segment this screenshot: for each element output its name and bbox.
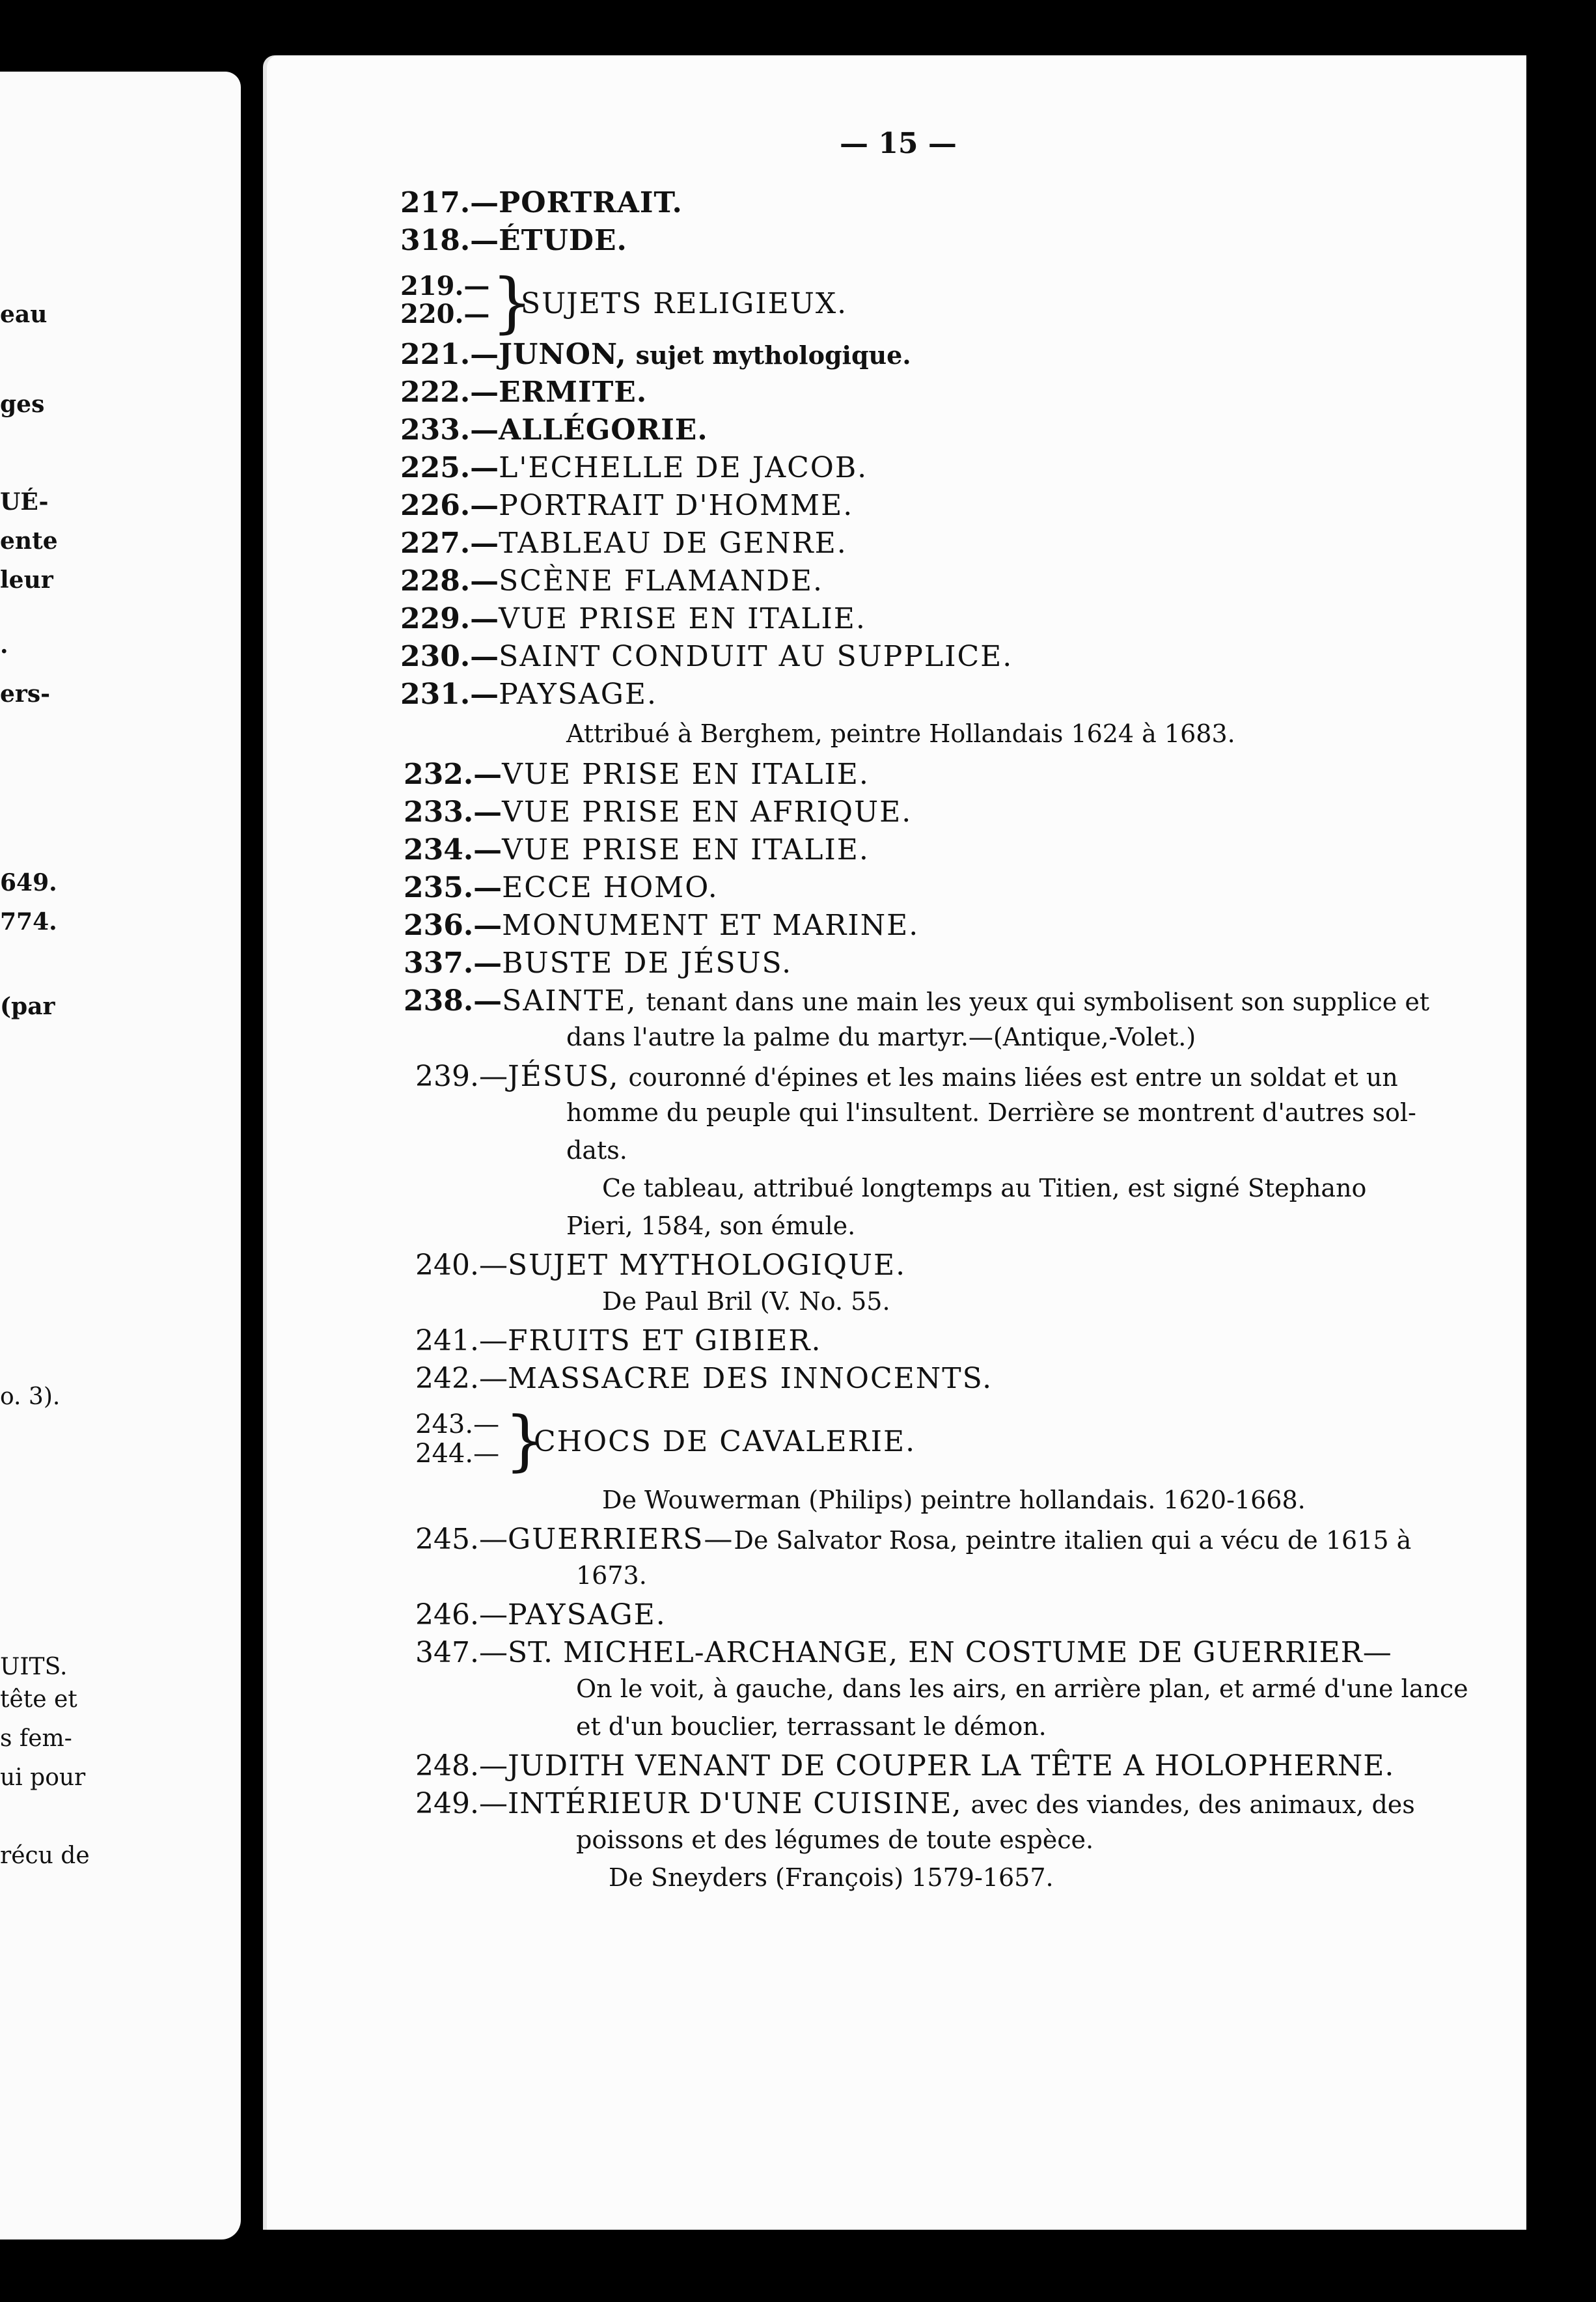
entry-title: SUJETS RELIGIEUX. xyxy=(521,287,848,320)
entry-description: tenant dans une main les yeux qui symbolisent son supplice et xyxy=(646,988,1430,1016)
entry-note: De Sneyders (François) 1579-1657. xyxy=(609,1863,1054,1892)
left-fragment: récu de xyxy=(0,1842,90,1869)
catalog-entry xyxy=(415,1636,1392,1669)
entry-number: 226.— xyxy=(400,489,499,522)
entry-continuation: poissons et des légumes de toute espèce. xyxy=(576,1825,1094,1854)
catalog-entry xyxy=(415,1525,1411,1554)
entry-title: TABLEAU DE GENRE. xyxy=(499,527,847,560)
catalog-entry xyxy=(404,871,719,904)
entry-continuation: On le voit, à gauche, dans les airs, en arrière plan, et armé d'une lance xyxy=(576,1674,1468,1703)
catalog-entry xyxy=(404,911,919,940)
entry-title: VUE PRISE EN ITALIE. xyxy=(502,758,870,791)
left-fragment: ui pour xyxy=(0,1764,86,1791)
entry-title: ERMITE. xyxy=(499,376,648,409)
entry-number: 236.— xyxy=(404,909,502,942)
entry-number: 242.— xyxy=(415,1362,508,1395)
entry-title: FRUITS ET GIBIER. xyxy=(507,1324,822,1357)
catalog-entry xyxy=(400,224,627,257)
entry-note: Ce tableau, attribué longtemps au Titien, est signé Stephano xyxy=(602,1174,1367,1202)
catalog-entry xyxy=(400,564,823,598)
catalog-entry xyxy=(404,760,870,789)
catalog-entry xyxy=(400,680,657,709)
entry-title: SAINT CONDUIT AU SUPPLICE. xyxy=(499,640,1013,673)
catalog-entry xyxy=(400,413,708,447)
left-fragment: s fem- xyxy=(0,1725,72,1752)
entry-continuation: dans l'autre la palme du martyr.—(Antique,-Volet.) xyxy=(566,1023,1196,1051)
catalog-entry xyxy=(400,340,911,369)
entry-number: 248.— xyxy=(415,1749,508,1782)
catalog-entry xyxy=(400,529,847,558)
left-fragment: ente xyxy=(0,527,58,555)
entry-number: 234.— xyxy=(404,833,502,867)
entry-title: L'ECHELLE DE JACOB. xyxy=(499,451,868,484)
entry-title: SAINTE, xyxy=(502,984,637,1018)
entry-title: INTÉRIEUR D'UNE CUISINE, xyxy=(507,1787,962,1820)
entry-number: 222.— xyxy=(400,376,499,409)
catalog-entry xyxy=(404,833,870,867)
entry-title: JÉSUS, xyxy=(507,1060,620,1093)
entry-title: SUJET MYTHOLOGIQUE. xyxy=(507,1249,907,1282)
left-fragment: UITS. xyxy=(0,1654,68,1680)
left-fragment: (par xyxy=(0,993,55,1020)
entry-title: JUDITH VENANT DE COUPER LA TÊTE A HOLOPHERNE. xyxy=(507,1749,1395,1782)
entry-number: 232.— xyxy=(404,758,502,791)
left-fragment: ges xyxy=(0,391,45,418)
entry-description: couronné d'épines et les mains liées est entre un soldat et un xyxy=(628,1063,1398,1092)
entry-continuation: homme du peuple qui l'insultent. Derrière se montrent d'autres sol- xyxy=(566,1098,1416,1127)
entry-number: 227.— xyxy=(400,527,499,560)
left-fragment: tête et xyxy=(0,1686,77,1713)
entry-number: 249.— xyxy=(415,1787,508,1820)
entry-title: ECCE HOMO. xyxy=(502,871,719,904)
entry-number: 217.— xyxy=(400,186,499,219)
page-number: — 15 — xyxy=(840,127,957,160)
entry-title: MONUMENT ET MARINE. xyxy=(502,909,920,942)
entry-number: 243.— xyxy=(415,1409,500,1439)
left-page-fragment xyxy=(0,72,241,2240)
entry-title: ALLÉGORIE. xyxy=(499,413,708,447)
entry-number: 347.— xyxy=(415,1636,508,1669)
entry-number: 238.— xyxy=(404,984,502,1018)
catalog-entry xyxy=(415,1362,993,1395)
entry-number: 337.— xyxy=(404,947,502,980)
catalog-entry xyxy=(400,602,866,635)
entry-number: 318.— xyxy=(400,224,499,257)
entry-title: MASSACRE DES INNOCENTS. xyxy=(507,1362,993,1395)
entry-number: 219.— xyxy=(400,271,490,301)
entry-continuation: 1673. xyxy=(576,1561,647,1590)
entry-title: VUE PRISE EN ITALIE. xyxy=(499,602,866,635)
entry-title: VUE PRISE EN ITALIE. xyxy=(502,833,870,867)
catalog-entry xyxy=(400,378,647,407)
entry-description: De Salvator Rosa, peintre italien qui a vécu de 1615 à xyxy=(734,1526,1412,1555)
entry-number: 233.— xyxy=(404,796,502,829)
left-fragment: UÉ- xyxy=(0,488,49,516)
entry-title: BUSTE DE JÉSUS. xyxy=(502,947,793,980)
entry-continuation: dats. xyxy=(566,1136,627,1165)
catalog-entry xyxy=(415,1324,822,1357)
catalog-entry xyxy=(400,451,868,484)
left-fragment: leur xyxy=(0,566,53,594)
entry-note: De Wouwerman (Philips) peintre hollandais. 1620-1668. xyxy=(602,1486,1306,1514)
catalog-entry xyxy=(404,984,1430,1018)
entry-title: PAYSAGE. xyxy=(499,678,657,711)
catalog-entry xyxy=(404,798,912,827)
brace-icon: } xyxy=(491,264,533,340)
catalog-entry xyxy=(415,1787,1415,1820)
left-fragment: ers- xyxy=(0,680,51,708)
entry-title: CHOCS DE CAVALERIE. xyxy=(534,1425,916,1458)
entry-number: 239.— xyxy=(415,1060,508,1093)
entry-continuation: et d'un bouclier, terrassant le démon. xyxy=(576,1712,1047,1741)
entry-note: Pieri, 1584, son émule. xyxy=(566,1212,856,1240)
catalog-entry xyxy=(400,186,683,219)
entry-number: 245.— xyxy=(415,1523,508,1556)
entry-description: sujet mythologique. xyxy=(635,340,911,370)
entry-number: 241.— xyxy=(415,1324,508,1357)
left-fragment: o. 3). xyxy=(0,1383,61,1410)
catalog-entry xyxy=(415,1062,1398,1091)
catalog-entry xyxy=(415,1251,906,1280)
catalog-entry xyxy=(404,949,792,978)
entry-number: 233.— xyxy=(400,413,499,447)
catalog-entry xyxy=(400,640,1013,673)
catalog-entry xyxy=(415,1598,667,1631)
entry-note: De Paul Bril (V. No. 55. xyxy=(602,1287,890,1316)
left-fragment: eau xyxy=(0,301,48,328)
entry-note: Attribué à Berghem, peintre Hollandais 1624 à 1683. xyxy=(566,719,1235,748)
left-fragment: 774. xyxy=(0,908,57,936)
catalog-entry xyxy=(415,1749,1395,1782)
entry-number: 229.— xyxy=(400,602,499,635)
entry-title: SCÈNE FLAMANDE. xyxy=(499,564,823,598)
entry-number: 225.— xyxy=(400,451,499,484)
entry-number: 230.— xyxy=(400,640,499,673)
entry-title: JUNON, xyxy=(499,338,627,371)
left-fragment: 649. xyxy=(0,869,57,896)
entry-title: VUE PRISE EN AFRIQUE. xyxy=(502,796,913,829)
entry-number: 228.— xyxy=(400,564,499,598)
entry-title: PORTRAIT. xyxy=(499,186,683,219)
entry-title: GUERRIERS— xyxy=(507,1523,734,1556)
entry-title: PAYSAGE. xyxy=(507,1598,667,1631)
entry-title: PORTRAIT D'HOMME. xyxy=(499,489,854,522)
entry-number: 240.— xyxy=(415,1249,508,1282)
entry-description: avec des viandes, des animaux, des xyxy=(970,1790,1415,1819)
entry-number: 231.— xyxy=(400,678,499,711)
entry-title: ST. MICHEL-ARCHANGE, EN COSTUME DE GUERRIER— xyxy=(507,1636,1392,1669)
catalog-page xyxy=(267,55,1526,2230)
entry-number: 235.— xyxy=(404,871,502,904)
catalog-entry xyxy=(400,489,854,522)
entry-title: ÉTUDE. xyxy=(499,224,627,257)
entry-number: 221.— xyxy=(400,338,499,371)
brace-icon: } xyxy=(504,1402,546,1478)
entry-number: 220.— xyxy=(400,299,490,329)
entry-number: 246.— xyxy=(415,1598,508,1631)
left-fragment: . xyxy=(0,631,8,659)
entry-number: 244.— xyxy=(415,1439,500,1469)
